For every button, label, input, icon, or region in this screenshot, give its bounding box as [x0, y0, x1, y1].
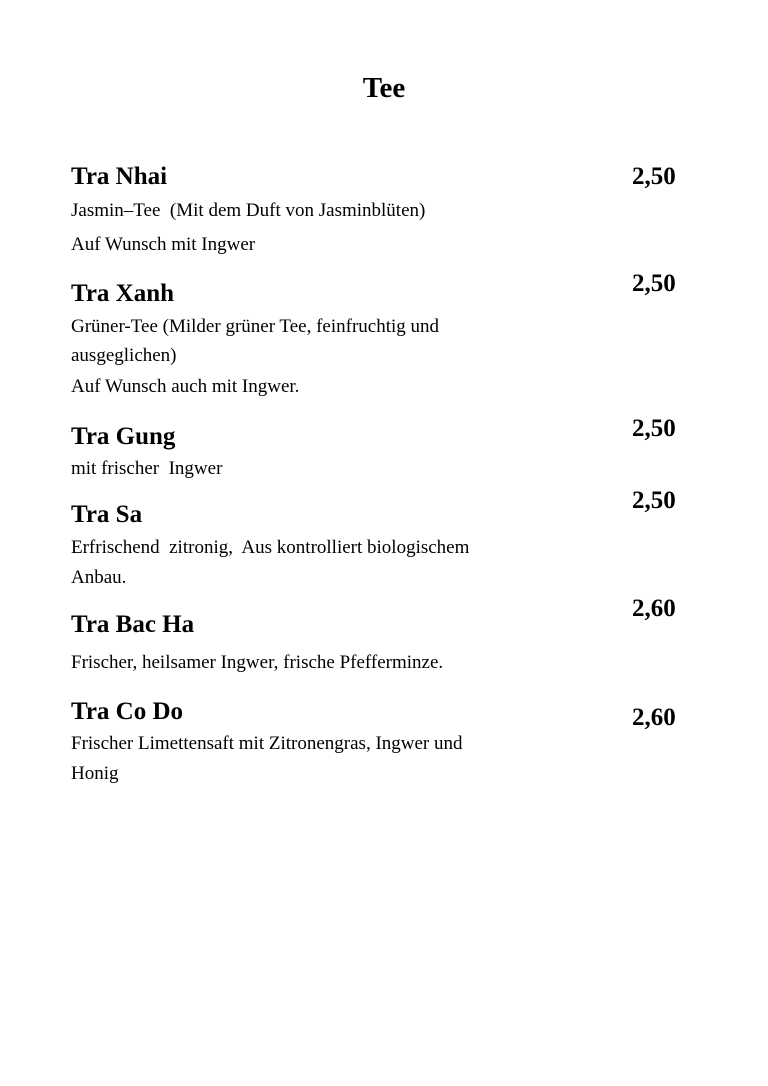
- menu-item-description: Frischer, heilsamer Ingwer, frische Pfefferminze.: [71, 652, 444, 673]
- menu-item-description: Erfrischend zitronig, Aus kontrolliert biologischem: [71, 537, 470, 558]
- menu-item-name: Tra Gung: [71, 423, 176, 450]
- menu-item-price: 2,50: [632, 270, 676, 297]
- page-title: Tee: [362, 72, 406, 104]
- menu-item-description: Honig: [71, 763, 119, 784]
- menu-item-name: Tra Nhai: [71, 163, 168, 190]
- menu-item-price: 2,60: [632, 704, 676, 731]
- menu-item-description: Anbau.: [71, 567, 127, 588]
- menu-item-description: ausgeglichen): [71, 345, 177, 366]
- menu-item-name: Tra Sa: [71, 501, 143, 528]
- menu-item-price: 2,50: [632, 487, 676, 514]
- menu-item-description: mit frischer Ingwer: [71, 458, 223, 479]
- menu-item-price: 2,60: [632, 595, 676, 622]
- menu-item-name: Tra Bac Ha: [71, 611, 195, 638]
- menu-item-description: Auf Wunsch mit Ingwer: [71, 234, 256, 255]
- menu-item-price: 2,50: [632, 415, 676, 442]
- menu-item-price: 2,50: [632, 163, 676, 190]
- menu-item-description: Frischer Limettensaft mit Zitronengras, Ingwer und: [71, 733, 463, 754]
- menu-item-description: Grüner-Tee (Milder grüner Tee, feinfruchtig und: [71, 316, 440, 337]
- menu-item-description: Auf Wunsch auch mit Ingwer.: [71, 376, 300, 397]
- menu-item-description: Jasmin–Tee (Mit dem Duft von Jasminblüten): [71, 200, 426, 221]
- menu-item-name: Tra Co Do: [71, 698, 184, 725]
- menu-item-name: Tra Xanh: [71, 280, 175, 307]
